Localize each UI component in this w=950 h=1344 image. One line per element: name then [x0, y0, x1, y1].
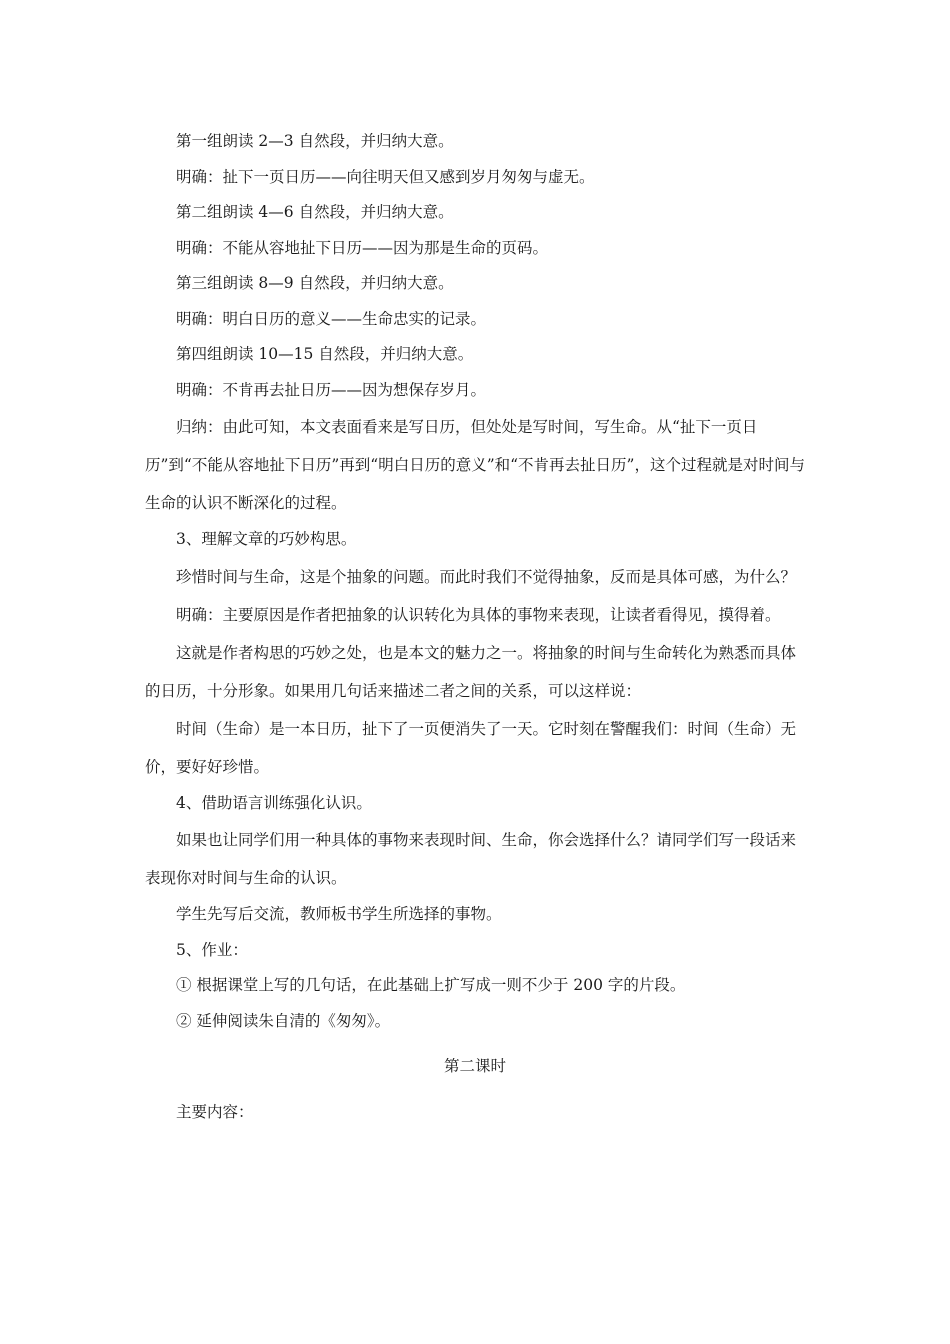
main-content-label: 主要内容：: [176, 1102, 254, 1121]
paragraph-summary: 归纳：由此可知，本文表面看来是写日历，但处处是写时间，写生命。从“扯下一页日历”到“不能从容地扯下日历”再到“明白日历的意义”和“不肯再去扯日历”，这个过程就是对时间与生命的认识不断深化的过程。: [145, 418, 805, 512]
paragraph-group2-reading: 第二组朗读 4—6 自然段，并归纳大意。: [176, 203, 454, 221]
paragraph-language-training: 如果也让同学们用一种具体的事物来表现时间、生命，你会选择什么？请同学们写一段话来表现你对时间与生命的认识。: [145, 831, 797, 887]
paragraph-ingenious-conception: 这就是作者构思的巧妙之处，也是本文的魅力之一。将抽象的时间与生命转化为熟悉而具体的日历，十分形象。如果用几句话来描述二者之间的关系，可以这样说：: [145, 643, 797, 700]
homework-item-1: ① 根据课堂上写的几句话，在此基础上扩写成一则不少于 200 字的片段。: [176, 976, 686, 994]
paragraph-group4-answer: 明确：不肯再去扯日历——因为想保存岁月。: [176, 380, 487, 399]
section-title: 第二课时: [443, 1057, 506, 1075]
paragraph-group2-answer: 明确：不能从容地扯下日历——因为那是生命的页码。: [176, 238, 549, 257]
document-body: [145, 124, 805, 1130]
heading-step-4: 4、借助语言训练强化认识。: [176, 793, 372, 812]
paragraph-student-exchange: 学生先写后交流，教师板书学生所选择的事物。: [176, 905, 502, 923]
paragraph-group1-reading: 第一组朗读 2—3 自然段，并归纳大意。: [176, 132, 454, 150]
paragraph-answer-reason: 明确：主要原因是作者把抽象的认识转化为具体的事物来表现，让读者看得见，摸得着。: [176, 605, 781, 624]
homework-item-2: ② 延伸阅读朱自清的《匆匆》。: [176, 1011, 391, 1030]
paragraph-question: 珍惜时间与生命，这是个抽象的问题。而此时我们不觉得抽象，反而是具体可感，为什么？: [176, 567, 797, 586]
paragraph-group4-reading: 第四组朗读 10—15 自然段，并归纳大意。: [176, 345, 474, 363]
heading-step-5-homework: 5、作业：: [176, 940, 248, 959]
heading-step-3: 3、理解文章的巧妙构思。: [176, 530, 357, 548]
paragraph-group3-answer: 明确：明白日历的意义——生命忠实的记录。: [176, 309, 487, 328]
paragraph-group1-answer: 明确：扯下一页日历——向往明天但又感到岁月匆匆与虚无。: [176, 167, 595, 186]
paragraph-time-life-metaphor: 时间（生命）是一本日历，扯下了一页便消失了一天。它时刻在警醒我们：时间（生命）无价，要好好珍惜。: [145, 719, 797, 776]
paragraph-group3-reading: 第三组朗读 8—9 自然段，并归纳大意。: [176, 274, 454, 292]
